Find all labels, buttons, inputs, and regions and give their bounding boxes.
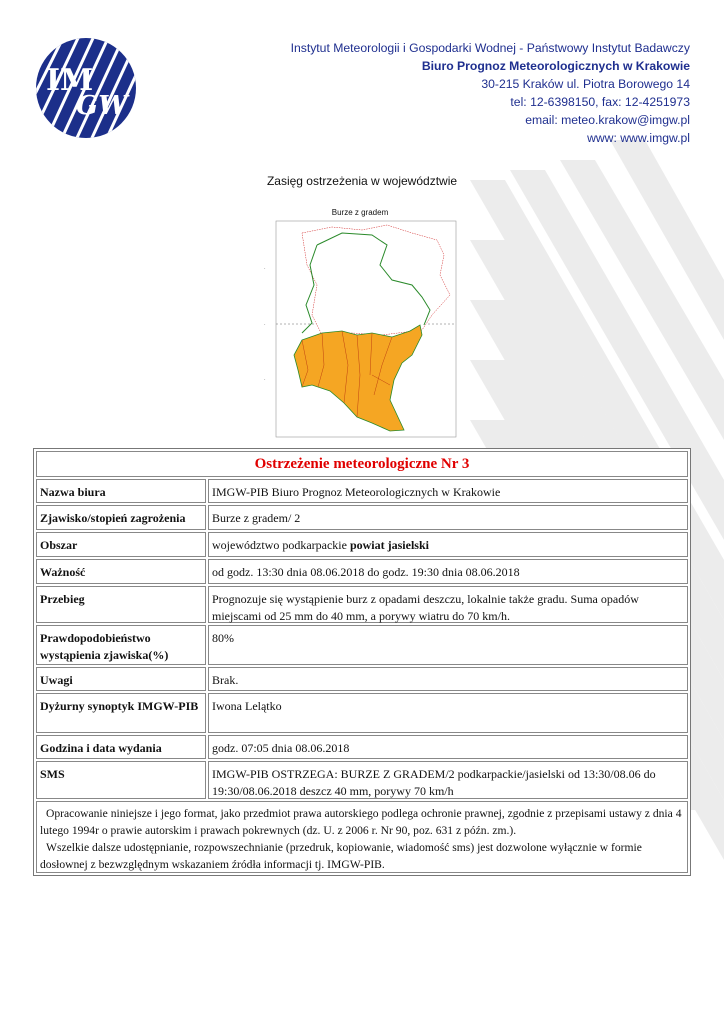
imgw-logo (34, 36, 138, 140)
row-value: Brak. (208, 667, 688, 691)
institute-header (291, 39, 690, 147)
row-label: Dyżurny synoptyk IMGW-PIB (36, 693, 206, 733)
warning-area (294, 325, 422, 431)
area-voivodeship: województwo podkarpackie (212, 538, 347, 552)
row-value: Prognozuje się wystąpienie burz z opadami deszczu, lokalnie także gradu. Suma opadów miejscami od 25 mm do 40 mm, a porywy wiatru do 70 km/h. (208, 586, 688, 623)
table-row (36, 667, 688, 691)
warning-table (33, 448, 691, 876)
row-label: Przebieg (36, 586, 206, 623)
table-row (36, 625, 688, 665)
table-row (36, 761, 688, 799)
table-row (36, 735, 688, 759)
svg-text:·: · (264, 322, 266, 328)
logo-text-bottom: GW (76, 91, 128, 121)
row-label: Uwagi (36, 667, 206, 691)
email: email: meteo.krakow@imgw.pl (525, 113, 690, 127)
table-row (36, 532, 688, 557)
row-label: Obszar (36, 532, 206, 557)
row-value (208, 532, 688, 557)
address: 30-215 Kraków ul. Piotra Borowego 14 (481, 77, 690, 91)
svg-text:·: · (264, 266, 266, 272)
area-district: powiat jasielski (349, 538, 429, 552)
row-value: IMGW-PIB Biuro Prognoz Meteorologicznych w Krakowie (208, 479, 688, 503)
phone-fax: tel: 12-6398150, fax: 12-4251973 (510, 95, 690, 109)
map-title: Burze z gradem (331, 208, 389, 217)
table-row (36, 693, 688, 733)
map-caption: Zasięg ostrzeżenia w województwie (266, 174, 458, 188)
copyright-notice (36, 801, 688, 873)
institute-name: Instytut Meteorologii i Gospodarki Wodnej - Państwowy Instytut Badawczy (290, 41, 690, 55)
logo-text-top: IM (46, 63, 94, 98)
map-graphic (262, 205, 458, 446)
row-value: 80% (208, 625, 688, 665)
row-value: godz. 07:05 dnia 08.06.2018 (208, 735, 688, 759)
row-value: IMGW-PIB OSTRZEGA: BURZE Z GRADEM/2 podkarpackie/jasielski od 13:30/08.06 do 19:30/08.06.2018 deszcz 40 mm, porywy 70 km/h (208, 761, 688, 799)
row-label: SMS (36, 761, 206, 799)
row-value: od godz. 13:30 dnia 08.06.2018 do godz. 19:30 dnia 08.06.2018 (208, 559, 688, 584)
office-name: Biuro Prognoz Meteorologicznych w Krakowie (421, 59, 690, 73)
row-label: Godzina i data wydania (36, 735, 206, 759)
row-value: Iwona Lelątko (208, 693, 688, 733)
table-row (36, 479, 688, 503)
row-label: Nazwa biura (36, 479, 206, 503)
row-label: Zjawisko/stopień zagrożenia (36, 505, 206, 530)
warning-map (262, 205, 458, 446)
table-row (36, 505, 688, 530)
svg-text:·: · (264, 377, 266, 383)
table-row (36, 586, 688, 623)
warning-title: Ostrzeżenie meteorologiczne Nr 3 (36, 451, 688, 477)
distribution-paragraph: Wszelkie dalsze udostępnianie, rozpowszechnianie (przedruk, kopiowanie, wiadomość sms) jest dozwolone wyłącznie w formie dosłownej z bezwzględnym wskazaniem źródła informacji tj. IMGW-PIB. (40, 841, 642, 871)
copyright-paragraph: Opracowanie niniejsze i jego format, jako przedmiot prawa autorskiego podlega ochronie prawnej, zgodnie z przepisami ustawy z dnia 4 lutego 1994r o prawie autorskim i prawach pokrewnych (dz. U. z 2006 r. Nr 90, poz. 631 z późn. zm.). (40, 807, 682, 837)
row-value: Burze z gradem/ 2 (208, 505, 688, 530)
website: www: www.imgw.pl (587, 131, 690, 145)
row-label: Ważność (36, 559, 206, 584)
table-row (36, 559, 688, 584)
row-label: Prawdopodobieństwo wystąpienia zjawiska(%) (36, 625, 206, 665)
